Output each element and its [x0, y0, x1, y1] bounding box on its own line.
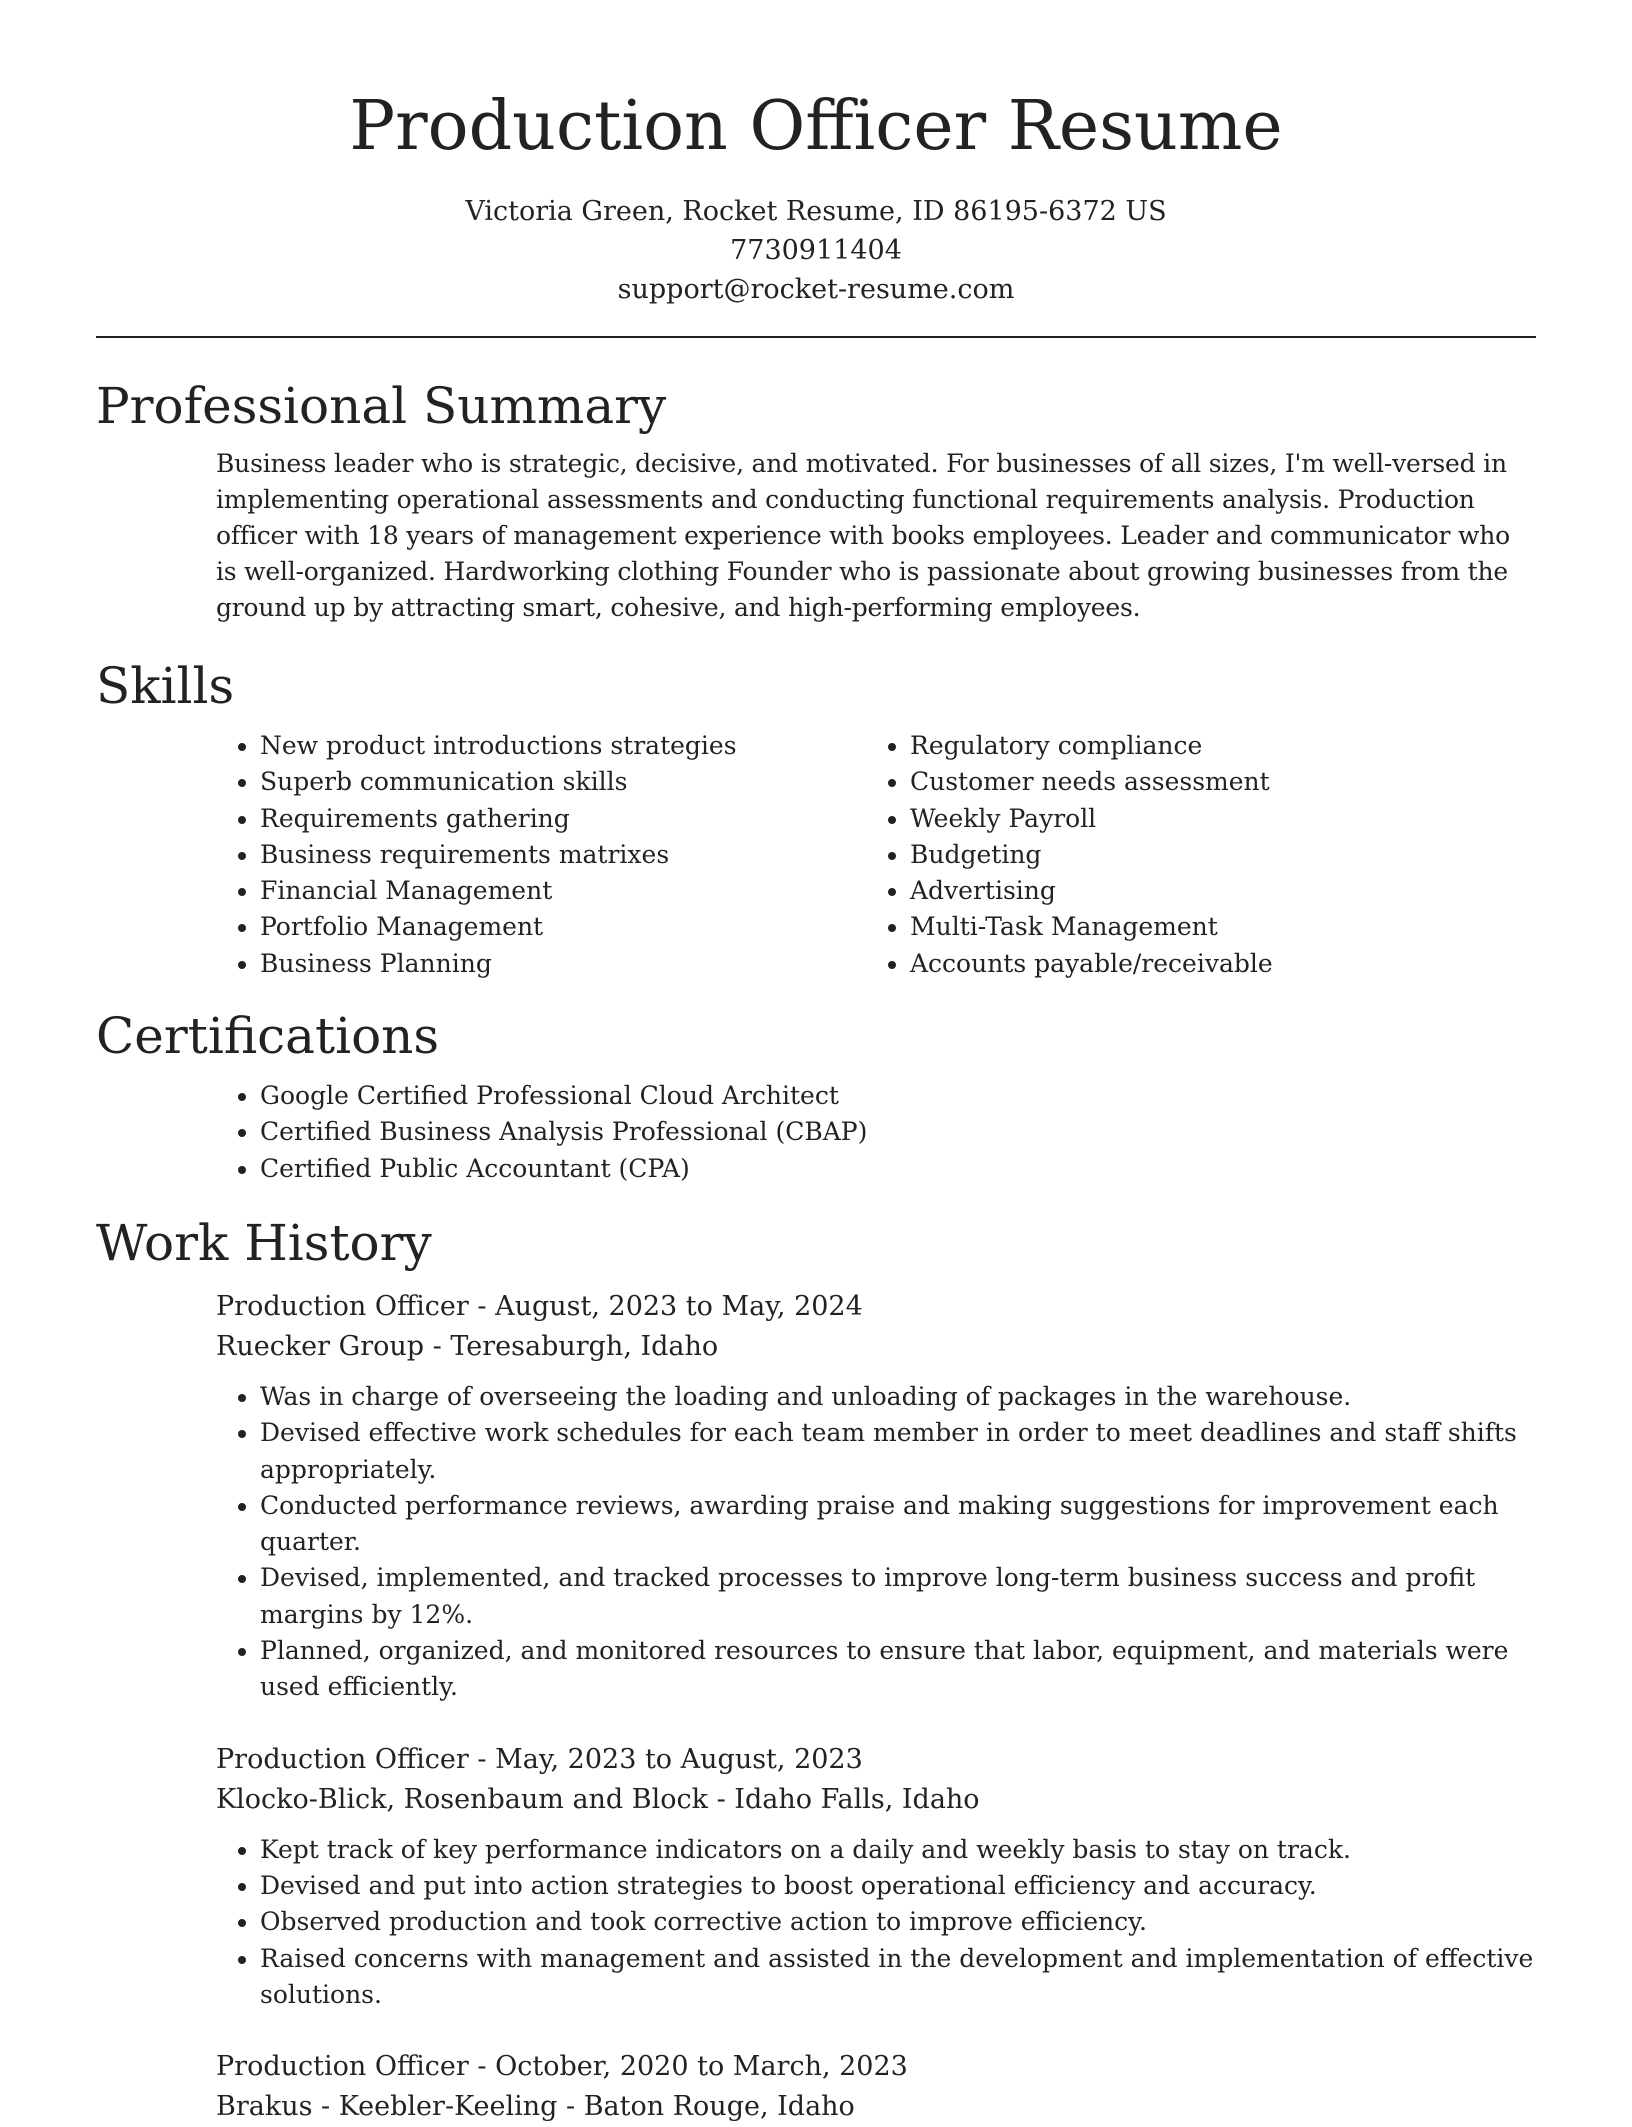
certification-item: • Google Certified Professional Cloud Architect [260, 1078, 1536, 1114]
skill-item: • Portfolio Management [260, 909, 866, 945]
certifications-heading: Certifications [96, 1007, 440, 1066]
certification-item: • Certified Public Accountant (CPA) [260, 1151, 1536, 1187]
skill-item: • Weekly Payroll [910, 801, 1516, 837]
job-bullet: • Observed production and took corrective action to improve efficiency. [260, 1904, 1536, 1940]
skill-item: • Financial Management [260, 873, 866, 909]
job-bullet: • Raised concerns with management and assisted in the development and implementation of effective solutions. [260, 1941, 1536, 2014]
skills-section [96, 654, 1536, 982]
header-divider [96, 336, 1536, 338]
contact-block [96, 192, 1536, 309]
certifications-list [216, 1078, 1536, 1187]
work-history-section [96, 1211, 1536, 2127]
job-company: Brakus - Keebler-Keeling - Baton Rouge, Idaho [216, 2091, 855, 2123]
job-company: Klocko-Blick, Rosenbaum and Block - Idaho Falls, Idaho [216, 1783, 980, 1815]
job-bullets [216, 1379, 1536, 1706]
summary-text: Business leader who is strategic, decisive, and motivated. For businesses of all sizes, I'm well-versed in implementing operational assessments and conducting functional requirements analysis. Production officer with 18 years of management experience with books employees. Leader and communicator who is well-organized. Hardworking clothing Founder who is passionate about growing businesses from the ground up by attracting smart, cohesive, and high-performing employees. [216, 449, 1510, 622]
skills-list-left [216, 728, 866, 982]
job-company: Ruecker Group - Teresaburgh, Idaho [216, 1330, 719, 1362]
skills-heading: Skills [96, 657, 235, 715]
job-bullet: • Kept track of key performance indicators on a daily and weekly basis to stay on track. [260, 1832, 1536, 1868]
job-entry [216, 2047, 1536, 2127]
page-title: Production Officer Resume [349, 87, 1283, 166]
job-bullet: • Devised effective work schedules for each team member in order to meet deadlines and staff shifts appropriately. [260, 1415, 1536, 1488]
skill-item: • Requirements gathering [260, 801, 866, 837]
skill-item: • Regulatory compliance [910, 728, 1516, 764]
job-title: Production Officer - October, 2020 to March, 2023 [216, 2051, 908, 2083]
job-entry [216, 1740, 1536, 2013]
skill-item: • Superb communication skills [260, 764, 866, 800]
skill-item: • Business Planning [260, 946, 866, 982]
skill-item: • Accounts payable/receivable [910, 946, 1516, 982]
summary-section [96, 374, 1536, 626]
job-title: Production Officer - May, 2023 to August, 2023 [216, 1743, 863, 1775]
job-bullet: • Devised, implemented, and tracked processes to improve long-term business success and profit margins by 12%. [260, 1560, 1536, 1633]
contact-email: support@rocket-resume.com [617, 274, 1015, 305]
contact-phone: 7730911404 [730, 235, 902, 266]
skill-item: • New product introductions strategies [260, 728, 866, 764]
skill-item: • Budgeting [910, 837, 1516, 873]
contact-address: Victoria Green, Rocket Resume, ID 86195-6372 US [465, 196, 1167, 227]
resume-page [96, 0, 1536, 2127]
job-bullet: • Planned, organized, and monitored resources to ensure that labor, equipment, and materials were used efficiently. [260, 1633, 1536, 1706]
work-history-heading: Work History [96, 1213, 432, 1272]
summary-heading: Professional Summary [96, 377, 667, 435]
skills-columns [216, 728, 1536, 982]
job-entry [216, 1287, 1536, 1706]
job-bullet: • Conducted performance reviews, awarding praise and making suggestions for improvement each quarter. [260, 1488, 1536, 1561]
skill-item: • Multi-Task Management [910, 909, 1516, 945]
skill-item: • Advertising [910, 873, 1516, 909]
certification-item: • Certified Business Analysis Professional (CBAP) [260, 1114, 1536, 1150]
job-title: Production Officer - August, 2023 to May, 2024 [216, 1290, 863, 1322]
skill-item: • Customer needs assessment [910, 764, 1516, 800]
skill-item: • Business requirements matrixes [260, 837, 866, 873]
skills-list-right [866, 728, 1516, 982]
job-bullet: • Devised and put into action strategies to boost operational efficiency and accuracy. [260, 1868, 1536, 1904]
job-bullets [216, 1832, 1536, 2013]
certifications-section [96, 1004, 1536, 1187]
job-bullet: • Was in charge of overseeing the loading and unloading of packages in the warehouse. [260, 1379, 1536, 1415]
